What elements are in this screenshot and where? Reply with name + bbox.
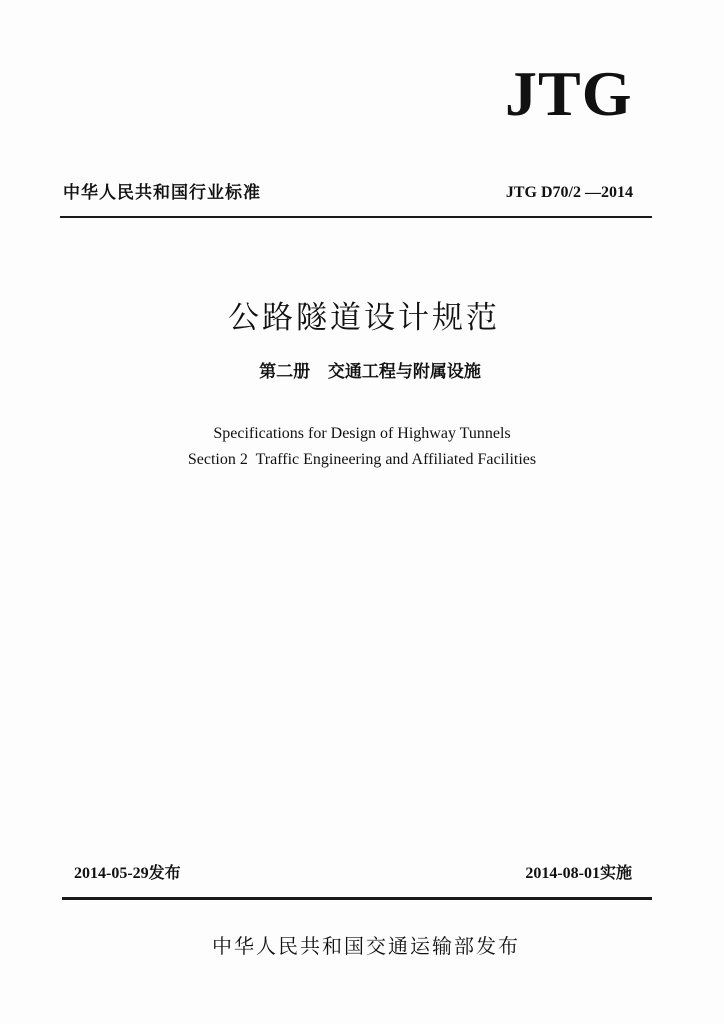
header-divider (60, 216, 652, 218)
jtg-logo: JTG (505, 58, 633, 129)
main-title-en: Specifications for Design of Highway Tunnels (213, 425, 511, 442)
subtitle-cn: 第二册 交通工程与附属设施 (259, 362, 481, 382)
effective-label: 实施 (599, 863, 632, 882)
issue-label: 发布 (148, 863, 181, 882)
subtitle-en: Section 2 Traffic Engineering and Affiliated Facilities (187, 451, 537, 468)
main-title-cn: 公路隧道设计规范 (228, 300, 500, 336)
issue-date: 2014-05-29 (74, 865, 149, 882)
standard-category: 中华人民共和国行业标准 (63, 183, 261, 203)
standard-code: JTG D70/2 —2014 (505, 184, 633, 201)
footer-divider (62, 897, 652, 900)
effective-date: 2014-08-01 (525, 865, 600, 882)
effective-date-block (525, 862, 632, 885)
issue-date-block (74, 862, 181, 885)
publisher: 中华人民共和国交通运输部发布 (212, 934, 520, 958)
